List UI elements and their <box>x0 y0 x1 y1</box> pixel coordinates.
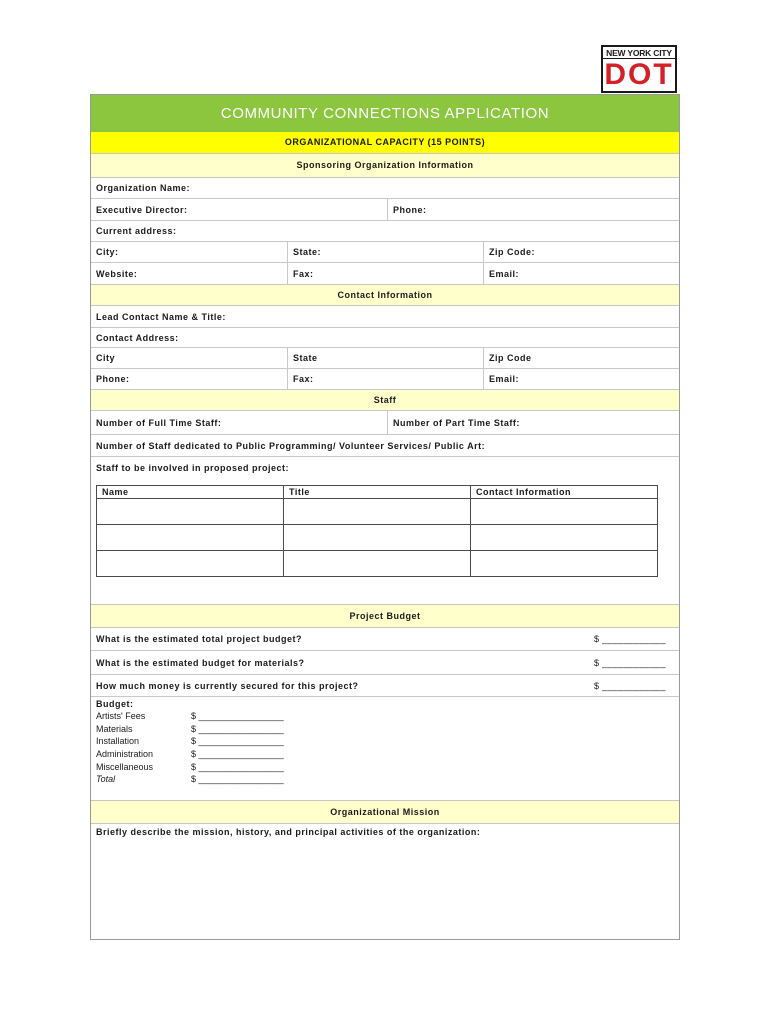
budget-breakdown <box>96 699 396 787</box>
section-sponsoring: Sponsoring Organization Information <box>91 153 679 178</box>
logo-city-text: NEW YORK CITY <box>603 47 675 59</box>
budget-question-label: How much money is currently secured for this project? <box>96 680 359 691</box>
budget-line-label: Administration <box>96 749 154 760</box>
budget-line-input[interactable]: $ _________________ <box>191 736 284 747</box>
table-row <box>97 551 658 577</box>
staff-table-header <box>97 486 658 499</box>
dedicated-staff-field[interactable]: Number of Staff dedicated to Public Programming/ Volunteer Services/ Public Art: <box>96 440 486 451</box>
section-project-budget: Project Budget <box>91 604 679 628</box>
nyc-dot-logo <box>601 45 677 93</box>
list-item <box>96 724 396 737</box>
logo-dot-mark: DOT <box>604 58 674 91</box>
mission-textarea[interactable] <box>91 840 679 939</box>
budget-line-label: Installation <box>96 736 140 747</box>
budget-question-label: What is the estimated total project budget? <box>96 634 303 644</box>
exec-director-field[interactable]: Executive Director: <box>96 204 188 215</box>
sponsor-city-field[interactable]: City: <box>96 247 119 257</box>
form-subtitle: ORGANIZATIONAL CAPACITY (15 POINTS) <box>91 132 679 153</box>
section-organizational-mission: Organizational Mission <box>91 800 679 824</box>
contact-email-field[interactable]: Email: <box>483 369 679 389</box>
section-staff: Staff <box>91 389 679 411</box>
staff-name-cell[interactable] <box>97 525 284 551</box>
table-row <box>97 499 658 525</box>
current-address-field[interactable]: Current address: <box>96 226 177 236</box>
contact-fax-field[interactable]: Fax: <box>287 369 483 389</box>
row-city-state-zip <box>91 242 679 263</box>
budget-question-secured <box>91 675 679 697</box>
staff-involved-label: Staff to be involved in proposed project: <box>96 463 290 473</box>
list-item <box>96 736 396 749</box>
list-item <box>96 774 396 787</box>
contact-zip-field[interactable]: Zip Code <box>483 348 679 368</box>
contact-phone-field[interactable]: Phone: <box>96 374 130 384</box>
budget-total-input[interactable]: $ ____________ <box>594 634 666 644</box>
budget-line-input[interactable]: $ _________________ <box>191 723 284 734</box>
budget-line-input[interactable]: $ _________________ <box>191 749 284 760</box>
sponsor-email-field[interactable]: Email: <box>483 263 679 284</box>
contact-address-field[interactable]: Contact Address: <box>96 332 179 343</box>
staff-contact-cell[interactable] <box>471 499 658 525</box>
row-website-fax-email <box>91 263 679 284</box>
list-item <box>96 762 396 775</box>
staff-title-cell[interactable] <box>284 499 471 525</box>
application-form <box>90 94 680 940</box>
org-name-field[interactable]: Organization Name: <box>96 183 191 193</box>
sponsor-zip-field[interactable]: Zip Code: <box>483 242 679 262</box>
row-lead-contact <box>91 306 679 328</box>
col-contact-info: Contact Information <box>471 486 658 499</box>
staff-name-cell[interactable] <box>97 551 284 577</box>
budget-line-label: Artists' Fees <box>96 711 146 721</box>
budget-line-label: Materials <box>96 723 133 734</box>
row-exec-director <box>91 199 679 221</box>
row-staff-dedicated <box>91 435 679 457</box>
contact-city-field[interactable]: City <box>96 353 116 363</box>
mission-prompt: Briefly describe the mission, history, and principal activities of the organization: <box>96 827 481 837</box>
budget-question-label: What is the estimated budget for materials? <box>96 657 305 668</box>
table-row <box>97 525 658 551</box>
sponsor-fax-field[interactable]: Fax: <box>287 263 483 284</box>
form-title: COMMUNITY CONNECTIONS APPLICATION <box>91 95 679 132</box>
staff-contact-cell[interactable] <box>471 525 658 551</box>
budget-line-label: Miscellaneous <box>96 761 154 772</box>
budget-total-label: Total <box>96 774 116 785</box>
list-item <box>96 711 396 724</box>
staff-title-cell[interactable] <box>284 525 471 551</box>
budget-line-input[interactable]: $ _________________ <box>191 761 284 772</box>
lead-contact-field[interactable]: Lead Contact Name & Title: <box>96 311 226 322</box>
staff-contact-cell[interactable] <box>471 551 658 577</box>
budget-list-heading: Budget: <box>96 699 134 709</box>
contact-state-field[interactable]: State <box>287 348 483 368</box>
budget-materials-input[interactable]: $ ____________ <box>594 657 666 668</box>
sponsor-state-field[interactable]: State: <box>287 242 483 262</box>
row-contact-address <box>91 328 679 348</box>
row-contact-phone-fax-email <box>91 369 679 389</box>
list-item <box>96 749 396 762</box>
col-title: Title <box>284 486 471 499</box>
full-time-staff-field[interactable]: Number of Full Time Staff: <box>96 417 222 428</box>
col-name: Name <box>97 486 284 499</box>
row-staff-counts <box>91 411 679 435</box>
part-time-staff-field[interactable]: Number of Part Time Staff: <box>387 411 679 434</box>
budget-secured-input[interactable]: $ ____________ <box>594 680 666 691</box>
row-contact-city-state-zip <box>91 348 679 369</box>
staff-title-cell[interactable] <box>284 551 471 577</box>
section-contact: Contact Information <box>91 284 679 306</box>
website-field[interactable]: Website: <box>96 268 138 279</box>
row-org-name <box>91 178 679 199</box>
staff-name-cell[interactable] <box>97 499 284 525</box>
budget-line-input[interactable]: $ _________________ <box>191 711 284 721</box>
staff-table <box>96 485 658 577</box>
budget-question-total <box>91 628 679 651</box>
budget-total-line-input[interactable]: $ _________________ <box>191 774 284 785</box>
sponsor-phone-field[interactable]: Phone: <box>387 199 679 220</box>
budget-question-materials <box>91 651 679 675</box>
row-current-address <box>91 221 679 242</box>
